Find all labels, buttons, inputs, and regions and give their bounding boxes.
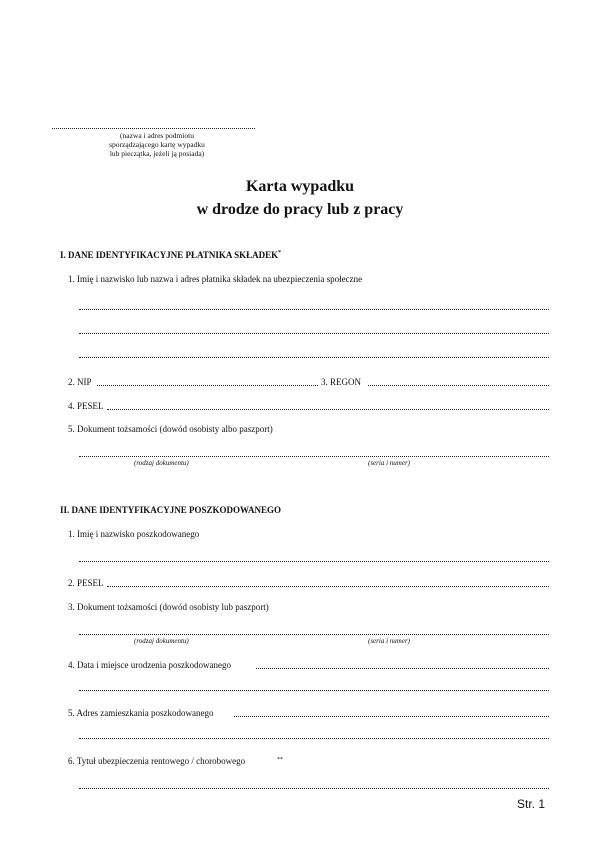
insurance-title-label: 6. Tytuł ubezpieczenia rentowego / chorobowego	[68, 756, 246, 766]
regon-label: 3. REGON	[321, 377, 361, 387]
payer-document-type-caption: (rodzaj dokumentu)	[134, 459, 189, 467]
section2-heading: II. DANE IDENTYFIKACYJNE POSZKODOWANEGO	[60, 505, 282, 515]
payer-name-label: 1. Imię i nazwisko lub nazwa i adres płatnika składek na ubezpieczenia społeczne	[68, 274, 363, 284]
stamp-caption-line-1: (nazwa i adres podmiotu	[120, 131, 194, 140]
injured-document-number-caption: (seria i numer)	[368, 637, 410, 645]
payer-name-line-2[interactable]	[79, 333, 549, 334]
birth-date-place-field[interactable]	[79, 690, 549, 691]
payer-id-document-line[interactable]	[79, 456, 549, 457]
injured-document-type-caption: (rodzaj dokumentu)	[134, 637, 189, 645]
section1-heading	[60, 250, 281, 260]
payer-name-line-3[interactable]	[79, 357, 549, 358]
stamp-caption-line-2: sporządzającego kartę wypadku	[109, 140, 205, 149]
injured-name-label: 1. Imię i nazwisko poszkodowanego	[68, 529, 200, 539]
stamp-fill-line[interactable]	[52, 128, 255, 129]
payer-name-line-1[interactable]	[79, 309, 549, 310]
injured-id-document-label: 3. Dokument tożsamości (dowód osobisty lub paszport)	[68, 602, 269, 612]
document-title: Karta wypadku	[245, 178, 355, 195]
footnote-mark: *	[278, 250, 282, 256]
payer-pesel-label: 4. PESEL	[68, 401, 104, 411]
payer-id-document-label: 5. Dokument tożsamości (dowód osobisty albo paszport)	[68, 424, 273, 434]
double-footnote-mark: **	[277, 757, 283, 763]
payer-document-number-caption: (seria i numer)	[368, 459, 410, 467]
injured-pesel-label: 2. PESEL	[68, 578, 104, 588]
section1-heading-text: I. DANE IDENTYFIKACYJNE PŁATNIKA SKŁADEK	[60, 250, 279, 260]
injured-pesel-field[interactable]	[107, 586, 549, 587]
page-number: Str. 1	[517, 797, 546, 811]
regon-field[interactable]	[368, 385, 549, 386]
payer-pesel-field[interactable]	[107, 409, 549, 410]
injured-id-document-line[interactable]	[79, 634, 549, 635]
address-field[interactable]	[79, 738, 549, 739]
nip-label: 2. NIP	[68, 377, 92, 387]
birth-date-place-label: 4. Data i miejsce urodzenia poszkodowanego	[68, 660, 231, 670]
address-label: 5. Adres zamieszkania poszkodowanego	[68, 708, 214, 718]
injured-name-field[interactable]	[79, 561, 549, 562]
insurance-title-field[interactable]	[79, 788, 549, 789]
address-field-inline[interactable]	[234, 716, 549, 717]
birth-date-place-field-inline[interactable]	[256, 668, 549, 669]
document-subtitle: w drodze do pracy lub z pracy	[196, 201, 404, 218]
stamp-caption-line-3: lub pieczątka, jeżeli ją posiada)	[109, 149, 205, 158]
nip-field[interactable]	[97, 385, 318, 386]
